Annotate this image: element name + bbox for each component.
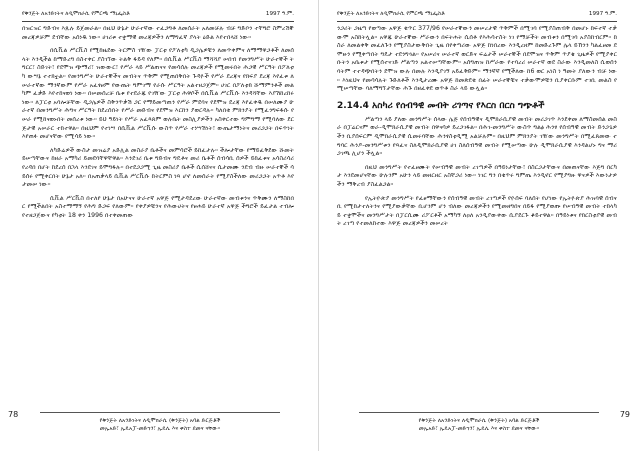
left-footer [40,412,280,433]
paragraph: ለካድሬዎች ውስታ መዝሬያ አድሊል መስራያ ቤቶችና መምሳሮች ይከፈታሉ። ችሎታቸው የማይፈቅደው ሹመት ይሠጣቸውና ከዘራ አማካሪ ይመደባቸዋቸዋል። እንደገሪ ቤቱ ግድብና ግዴቶና መሪ ቤቶች ሰብሳቢ ሰዎች ይከፈቱና አሳስሪሳሪ የረዳበ በሆት ከደረሰ በኋላ እንደገና ይሞግፋሉ። በተደጋጋሚ ጊዜ መስሪያ ቤቶች ሲሰሸናና ሲታመሙ ንደብ ብዙ ሠራተኞች ሳይሰሩ የሚቀርበት ሁኔታ አለ። በአጠቃላይ ሲቪል ሥርቪሱ ከትርምስ ነጻ ሆኖ ለመሰራት የሚያስችለው መሪጋጋት አጥቶ እየታመሠ ነው። [22,146,294,189]
paragraph: በሲቪል ሥርቪስ የሚከዜደው ትርምስ ገዥው ፓርቲ የፖለቲካ ዲጋሌዎቹን ለመጥቀምና ለማማዋጋቶች ለመሰላት እንዲችል ከማድረግ በስተቀር ያስገኘው ትልቅ ፋይዳ የለም። በሲቪል ሥርቪስ ማሻሻያ ሠበብ የመንግሥት ሁራተኞች ትግርር፣ ስድገት፣ የደሞዝ ጭማሪ፣ ዝውውር፣ የሥራ ላይ ሥልጠናና የመሳሰሉ መረጃዎች የሚመሩበት ሕጋዊ ሥርዓት በፖለቲካ ውሣኔ ተተክቷል። የመንግሥት ሁራተኞችና መብትና ጥቅም የሚጠበቅበት ጉዳዮች የሥራ ደረጃና የክፍያ ደረጃ እየፈቱ ለሠራተኛው ማንኛውም የሥራ አፈፃፀም የውጤት ግምገማ የራሱ ሥርዓት አልተዘጋጀም። ሀገር በፖለቲክ ሹማምንቶች መልካም ፈቃድ እየተከናወነ ነው። በሠመሰረቻ ቤቱ የተደራጁ የገዥው ፓርቲ ሕዋሶች በሲቪል ሥርቪሱ እንዳሻቸው እያሽከረከሩ ነው። ለፓርቲ አባሎቻቸው ዲጋሌዎች ስቅንጥቃሽ ጋር የማይመጣጠን የሥራ ምደባና የደሞዝ ደረጃ እየፈቀዱ በሠለሙያ ሁራተኛ በመንግሥት ሕግና ሥርዓት ከደረሰበት የሥራ መድብና የደሞዝ እርከን ያወርዳሉ። ካለበቂ ምክንያት የሚፈንግፍፋሱ የሠራ የሚከናወኑበት መሰረቱ ነው። ይህ ዓይነት የሥራ አፈጻጸም ወሉቤት መስሊያዎችን አስቀርተው ግምግማ የሚባለው ደርጅታዊ አሠራር ተከተዋል። በዚህም የተነሣ በሲቪል ሥርቪሱ ውስጥ የሥራ ተነሣሽነት፣ ውጤታማነትና መሪጋጋት በፍጥነት እየጠፉ መሆናቸው የሚሳይ ነው። [22,47,294,141]
left-header-title: የቅንጅት ለአንድነትና ለዲሞክራሲ የምርጫ ማኒፌስቶ [22,11,130,17]
paragraph: በዚህ መንግሥት የተፈፀሙት የሠብዓዊ መብት ረገጣዎች በዓይነታቸው፣ በስርጋታቸውና በመጠናቸው እጅግ በርካታ እንደመሆናቸው ሁሉንም አሁን ላይ መዘርዘር አስቸጋሪ ነው። ነገር ግን በቁጥሩ ግምጤ እንዲኖር የሚያግዙ ዋናዎች እውነታዎችን ማቅረብ ያስፈልጋል። [337,163,617,188]
paragraph: ንጋሪት ጋዜጣ የወጣው አዋጅ ቁጥር 377/96 የሠራተኞውን መሠረታዊ ጥቅምች በሚገባ የሚያስጠብቅ በመሆኑ ከፍተኛ ተቃውሞ አስከትሏል። አዋጁ ሁራተኞው ሥራውን በፍትሐት ሲሰቶ የእሕሳተስት ነገ የማቻችት መብቱን በሚገባ አያስከብርም። ከስራ ለመልቀቅ መፈለጉን የሚያስታውቅበት ጊዜ በየቀጣሪው አዋጅ ከነበረው እንዲረዘም ከመድረጉም ሌላ ይኸንን ካልፈፀመ ደሞዙን የሚቀጣበት ግዴታ ተደንግጓል። የአሠሪና ሠራተኛ ወርድና ፍሬታች ሠራተኞች በደሞዝና ጥቅም ጥያቄ ጊዜዎች የሚያቀርቡትን አቤቱታ የሚሰተናገድ ሥልጣን አልተሠጣቸውም። አሰግጠዝ ከሥራው የተባረሪ ሠራተኛ ወደ ስራው እንዲመለስ ሲወሰንባትም ተተዳጭበትን ደሞዝ ውሉ በመሉ እንዲያገኝ አይፈቅድም። ማንኛኛ የሚችለው ከ6 ወር አነስ ነ ዓመት ያለውን ብቻ ነው። እነዚህና የመሳሳሉት ጉድለቶች እንዲታረሙ አዋጅ ከመጽደቁ በፊት ሠራተኞቹና ተቃውሞዎቹን ቢያቀርቡም ተገቢ መልስ የሚሠጣቸው ባለማግኘታቸው ሕጉ በዘፈቀደ ወጥቶ ስራ ላይ ውሏል። [337,25,617,93]
left-header-year: 1997 ዓ.ም. [265,11,294,17]
footer-line-2: መኢአድ፣ ኢዴአፓ-መድኅን፣ ኢዴሊ እና ቀስተ ደመና ናቸው። [418,426,540,432]
right-header-year: 1997 ዓ.ም. [588,11,617,17]
section-heading: 2.14.4 አስካሪ የሰብዓዊ መብት ሪገጣና የእርስ በርስ ግጭቶች [337,100,545,111]
footer-line-1: የቅንጅት ለአንድነትና ለዲሞክራሲ (ቅንጅት) አባል ድርጅቶች [99,418,221,424]
right-footer [359,412,599,433]
right-header-rule [337,21,617,22]
paragraph: የኢትዮጵያ መንግሥት የፈፀማቸውን የሰብዓዊ መብት ረገጣዎች የዮሰፍ ባለሰት የሆነው የኢትዮጵያ ሕዝባዊ ሰብናቢ የሚከታተለትንና የሚያውቃቸው ቢሆንም ሆን ብለው መረጃዎችን የሚመዘግበና በይፋ የሚያወጡ የሠብዓዊ መብት ተከላካይ ተቋሞችና መንግሥታት በፓርሲሙ ሪፖርቶች አማካኝ ለዐለ አንዲያውቀው ሲያደርጉ ቆይተዋል። በዓይነቱና የክርስቲያዊ መብት ረገጣ የተመለከተው እዋጅ መረጃዎችን መሠረት [337,194,617,228]
left-page-header [22,8,294,20]
right-page-number: 79 [619,410,630,419]
footer-line-2: መኢአድ፣ ኢዴአፓ-መድኅን፣ ኢዴሊ እና ቀስተ ደመና ናቸው። [99,426,221,432]
paragraph: ሲቪል ሥርቪስ በተለየ ሁኔታ በአሁናና ሁራተኛ አዋጅ የሚታዳደረው ሁራተኛው መብቱንና ጥቅሙን ለማስከበር የሚችልበት አስተማማኝ የሕግ ድጋፍ የለውም። የቀያዎቹንና የሕውሀትና የፀሐይ ሁራተኛ አዋጅ ችግሮች ይፈታል ተብሎ የተዘጋጀውና የካቲት 18 ቀን 1996 በተቀመጠው [22,194,294,219]
right-page [319,0,638,451]
left-body-text [22,25,294,225]
right-header-title: የቅንጅት ለአንድነትና ለዲሞክራሲ የምርጫ ማኒፌስቶ [337,11,445,17]
footer-line-1: የቅንጅት ለአንድነትና ለዲሞክራሲ (ቅንጅት) አባል ድርጅቶች [418,418,540,424]
right-body-text [337,25,617,234]
paragraph: በዝርዝር ግድብና እጹሉ ይጀመራል። በዚህ ሁኔታ ሁራተኛው ተፈጋግቶ ለመሰራት አለመቻሉ ብቻ ግድቦን ተቸግሮ ስምረሽኞ መረጃዎቻም ደብቸው አሰነዱ ነው። ሀገሪቱ ተቋማዊ መረጃዎችን ለማግፈኛ ያላት ዕድል እየተበላሸ ነው። [22,25,294,41]
paragraph: ሥልጣን ላይ ያለው መንግሥት ሰላው ሌጅ የሰብዓዊና ዲሞክራሲያዊ መብት መሪጋገጥ እንደቀመ ለማስመሰል መስራ በፓሬርናም ወራ-ዲሞክራሲያዊ መብት በዋናሳዎ ይረጋገፋል። በሕገ-መንግሥት ውስጥ ግልፅ ሕንፃ የሰብዓዊ መብት ድንጋጌዎችን ቢያሰፍርም ዲሞክራሲያዊ ሲመሩባቸው ሕንፃስቲዲሚ አልቻሉም። በዚህም ምክንያት ገዥው መንግሥት በሚፈጸመው ተግባር ሕንዶ-መንግሥቱን የጻፈና ስለዲሞክራሲያዊ ሀገ ስለሰብዓዊ መብት የሚሠጣው ሁሉ ዲሞክራሲያዊ እንዳልሆኑ ግና ማሪጋገጫ ሊሆን ችሏል። [337,115,617,158]
left-header-rule [22,21,294,22]
right-page-header [337,8,617,20]
left-page-number: 78 [8,410,19,419]
